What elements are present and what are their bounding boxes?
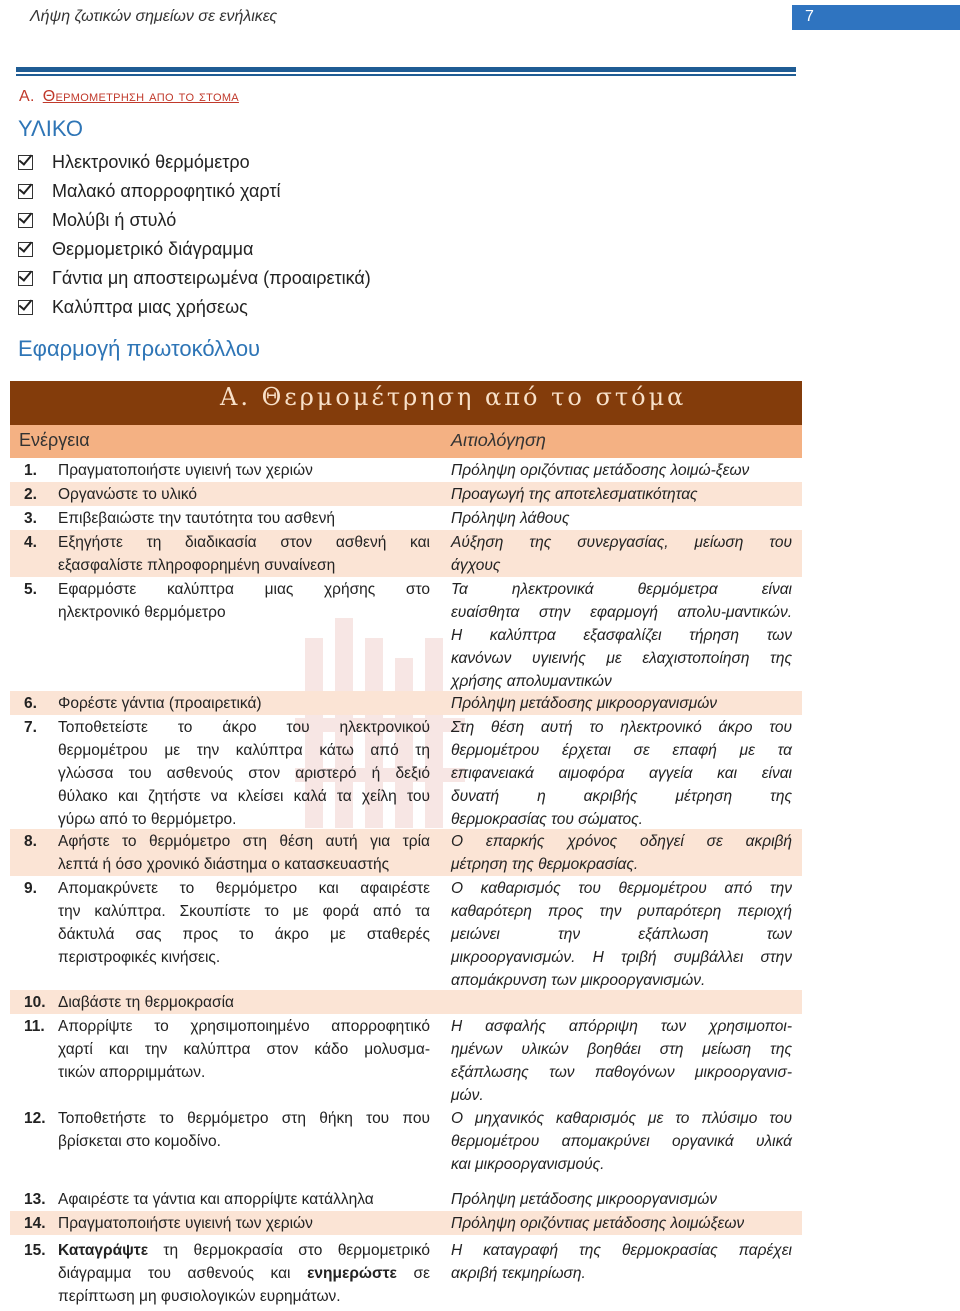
- checkbox-icon: [18, 155, 33, 170]
- action-line: γύρω από το θερμόμετρο.: [58, 811, 237, 828]
- checkbox-icon: [18, 300, 33, 315]
- step-number: 4.: [24, 534, 37, 551]
- action-line: Τοποθετήστε το θερμόμετρο στη θήκη του που: [58, 1110, 430, 1127]
- table-row: [10, 1106, 802, 1176]
- step-action: [58, 1107, 430, 1153]
- table-row: [10, 829, 802, 876]
- action-line: δάκτυλά σας προς το άκρο με σταθερές: [58, 926, 430, 943]
- column-header-action: Ενέργεια: [19, 430, 90, 450]
- action-line: περιστροφικές κινήσεις.: [58, 949, 221, 966]
- step-number: 7.: [24, 719, 37, 736]
- header-rule-thick: [16, 67, 796, 72]
- table-row: [10, 506, 802, 530]
- table-row: [10, 691, 802, 715]
- reason-line: Στη θέση αυτή το ηλεκτρονικό άκρο του: [451, 719, 792, 736]
- materials-heading: ΥΛΙΚΟ: [18, 116, 83, 141]
- action-line: θύλακο και ζητήστε να κλείσει καλά τα χείλη του: [58, 788, 430, 805]
- reason-line: Ο καθαρισμός του θερμομέτρου από την: [451, 880, 792, 897]
- step-number: 10.: [24, 994, 46, 1011]
- step-number: 12.: [24, 1110, 46, 1127]
- step-reason: [451, 531, 792, 577]
- action-line: τικών απορριμμάτων.: [58, 1064, 206, 1081]
- step-number: 8.: [24, 833, 37, 850]
- action-line: θερμομέτρου με την καλύπτρα κάτω από τη: [58, 742, 430, 759]
- step-reason: [451, 507, 792, 530]
- checkbox-icon: [18, 242, 33, 257]
- action-line: λεπτά ή όσο χρονικό διάστημα ο κατασκευαστής: [58, 856, 390, 873]
- action-line: Εφαρμόστε καλύπτρα μιας χρήσης στο: [58, 581, 430, 598]
- step-action: [58, 1015, 430, 1084]
- table-row: [10, 530, 802, 577]
- table-row: [10, 458, 802, 482]
- reason-line: Πρόληψη μετάδοσης μικροοργανισμών: [451, 1191, 718, 1208]
- table-banner-title: Α. Θερμομέτρηση από το στόμα: [220, 383, 687, 411]
- header-rule-thin: [16, 74, 796, 76]
- table-row: [10, 1014, 802, 1107]
- step-action: [58, 459, 430, 482]
- checkbox-icon: [18, 271, 33, 286]
- reason-line: θερμομέτρου απομακρύνει οργανικά υλικά: [451, 1133, 792, 1150]
- step-action: [58, 578, 430, 624]
- reason-line: Η καλύπτρα εξασφαλίζει τήρηση των: [451, 627, 792, 644]
- reason-line: μέτρηση της θερμοκρασίας.: [451, 856, 639, 873]
- section-title: Θερμομετρηση απο το στομα: [42, 88, 239, 105]
- action-line: ηλεκτρονικό θερμόμετρο: [58, 604, 226, 621]
- table-row: [10, 1211, 802, 1235]
- reason-line: θερμομέτρου έρχεται σε επαφή με τα: [451, 742, 792, 759]
- reason-line: κανόνων υγιεινής με ελαχιστοποίηση της: [451, 650, 792, 667]
- table-row: [10, 876, 802, 992]
- reason-line: Πρόληψη οριζόντιας μετάδοσης λοιμώξεων: [451, 1215, 745, 1232]
- step-action: [58, 1212, 430, 1235]
- document-title: Λήψη ζωτικών σημείων σε ενήλικες: [30, 8, 278, 25]
- action-line: Φορέστε γάντια (προαιρετικά): [58, 695, 262, 712]
- reason-line: Η ασφαλής απόρριψη των χρησιμοποι-: [451, 1018, 792, 1035]
- table-row: [10, 715, 802, 831]
- reason-line: Πρόληψη λάθους: [451, 510, 570, 527]
- table-row: [10, 990, 802, 1014]
- reason-line: Τα ηλεκτρονικά θερμόμετρα είναι: [451, 581, 792, 598]
- reason-line: θερμοκρασίας του σώματος.: [451, 811, 643, 828]
- action-line: Αφήστε το θερμόμετρο στη θέση αυτή για τρία: [58, 833, 430, 850]
- protocol-heading: Εφαρμογή πρωτοκόλλου: [18, 336, 261, 361]
- step-number: 1.: [24, 462, 37, 479]
- step-action: [58, 716, 430, 831]
- step-action: [58, 830, 430, 876]
- action-line: Απορρίψτε το χρησιμοποιημένο απορροφητικό: [58, 1018, 430, 1035]
- reason-line: Αύξηση της συνεργασίας, μείωση του: [451, 534, 792, 551]
- reason-line: εξάπλωσης των παθογόνων μικροοργανισ-: [451, 1064, 792, 1081]
- step-reason: [451, 692, 792, 715]
- step-number: 15.: [24, 1242, 46, 1259]
- table-row: [10, 1238, 802, 1308]
- step-number: 2.: [24, 486, 37, 503]
- section-letter: Α.: [19, 88, 35, 105]
- reason-line: μειώνει την εξάπλωση των: [451, 926, 792, 943]
- checkbox-icon: [18, 213, 33, 228]
- step-number: 6.: [24, 695, 37, 712]
- reason-line: Ο μηχανικός καθαρισμός με το πλύσιμο του: [451, 1110, 792, 1127]
- table-banner: [10, 381, 802, 425]
- reason-line: καθαρότερη προς την ρυπαρότερη περιοχή: [451, 903, 792, 920]
- action-line: χαρτί και την καλύπτρα στον κάδο μολυσμα-: [58, 1041, 430, 1058]
- checkbox-icon: [18, 184, 33, 199]
- action-line: Τοποθετείστε το άκρο του ηλεκτρονικού: [58, 719, 430, 736]
- action-line: περίπτωση μη φυσιολογικών ευρημάτων.: [58, 1288, 341, 1305]
- reason-line: επιφανειακά αιμοφόρα αγγεία και είναι: [451, 765, 792, 782]
- action-line: διάγραμμα του ασθενούς και ενημερώστε σε: [58, 1265, 430, 1282]
- page-header: [0, 0, 960, 40]
- action-line: Καταγράψτε τη θερμοκρασία στο θερμομετρικό: [58, 1242, 430, 1259]
- table-row: [10, 577, 802, 693]
- section-heading: [19, 88, 239, 106]
- step-action: [58, 483, 430, 506]
- table-row: [10, 1187, 802, 1211]
- reason-line: Ο επαρκής χρόνος οδηγεί σε ακριβή: [451, 833, 792, 850]
- reason-line: ευαίσθητα στην εφαρμογή απολυ-μαντικών.: [451, 604, 792, 621]
- step-action: [58, 531, 430, 577]
- reason-line: Η καταγραφή της θερμοκρασίας παρέχει: [451, 1242, 792, 1259]
- step-reason: [451, 1107, 792, 1176]
- action-line: την καλύπτρα. Σκουπίστε το με φορά από τα: [58, 903, 430, 920]
- reason-line: χρήσης απολυμαντικών: [451, 673, 612, 690]
- reason-line: και μικροοργανισμούς.: [451, 1156, 605, 1173]
- page-number-badge: [792, 5, 960, 30]
- table-column-header: [10, 425, 802, 458]
- action-line: Αφαιρέστε τα γάντια και απορρίψτε κατάλληλα: [58, 1191, 374, 1208]
- step-number: 3.: [24, 510, 37, 527]
- action-line: βρίσκεται στο κομοδίνο.: [58, 1133, 221, 1150]
- reason-line: δυνατή η ακριβής μέτρηση της: [451, 788, 792, 805]
- step-action: [58, 877, 430, 969]
- reason-line: ημένων υλικών βοηθάει στη μείωση της: [451, 1041, 792, 1058]
- step-reason: [451, 1239, 792, 1285]
- step-reason: [451, 830, 792, 876]
- action-line: Διαβάστε τη θερμοκρασία: [58, 994, 234, 1011]
- step-number: 11.: [24, 1018, 45, 1035]
- step-reason: [451, 1188, 792, 1211]
- action-line: Πραγματοποιήστε υγιεινή των χεριών: [58, 1215, 313, 1232]
- step-reason: [451, 459, 792, 482]
- step-action: [58, 1188, 430, 1211]
- step-reason: [451, 877, 792, 992]
- reason-line: μών.: [451, 1087, 484, 1104]
- action-line: Εξηγήστε τη διαδικασία στον ασθενή και: [58, 534, 430, 551]
- page-number: 7: [805, 8, 814, 25]
- reason-line: Προαγωγή της αποτελεσματικότητας: [451, 486, 698, 503]
- reason-line: μικροοργανισμών. Η τριβή συμβάλλει στην: [451, 949, 792, 966]
- step-action: [58, 692, 430, 715]
- step-reason: [451, 1015, 792, 1107]
- step-number: 13.: [24, 1191, 46, 1208]
- action-line: γλώσσα του ασθενούς στον αριστερό ή δεξιό: [58, 765, 430, 782]
- action-line: Απομακρύνετε το θερμόμετρο και αφαιρέστε: [58, 880, 430, 897]
- action-line: Επιβεβαιώστε την ταυτότητα του ασθενή: [58, 510, 335, 527]
- reason-line: Πρόληψη οριζόντιας μετάδοσης λοιμώ-ξεων: [451, 462, 750, 479]
- reason-line: απομάκρυνση των μικροοργανισμών.: [451, 972, 706, 989]
- action-line: εξασφαλίστε πληροφορημένη συναίνεση: [58, 557, 336, 574]
- reason-line: ακριβή τεκμηρίωση.: [451, 1265, 586, 1282]
- step-action: [58, 991, 430, 1014]
- column-header-reason: Αιτιολόγηση: [451, 430, 546, 450]
- reason-line: Πρόληψη μετάδοσης μικροοργανισμών: [451, 695, 718, 712]
- step-action: [58, 507, 430, 530]
- action-line: Πραγματοποιήστε υγιεινή των χεριών: [58, 462, 313, 479]
- step-reason: [451, 483, 792, 506]
- step-action: [58, 1239, 430, 1308]
- step-reason: [451, 716, 792, 831]
- step-number: 9.: [24, 880, 37, 897]
- step-number: 14.: [24, 1215, 46, 1232]
- step-reason: [451, 1212, 792, 1235]
- table-row: [10, 482, 802, 506]
- step-number: 5.: [24, 581, 37, 598]
- action-line: Οργανώστε το υλικό: [58, 486, 198, 503]
- step-reason: [451, 578, 792, 693]
- reason-line: άγχους: [451, 557, 501, 574]
